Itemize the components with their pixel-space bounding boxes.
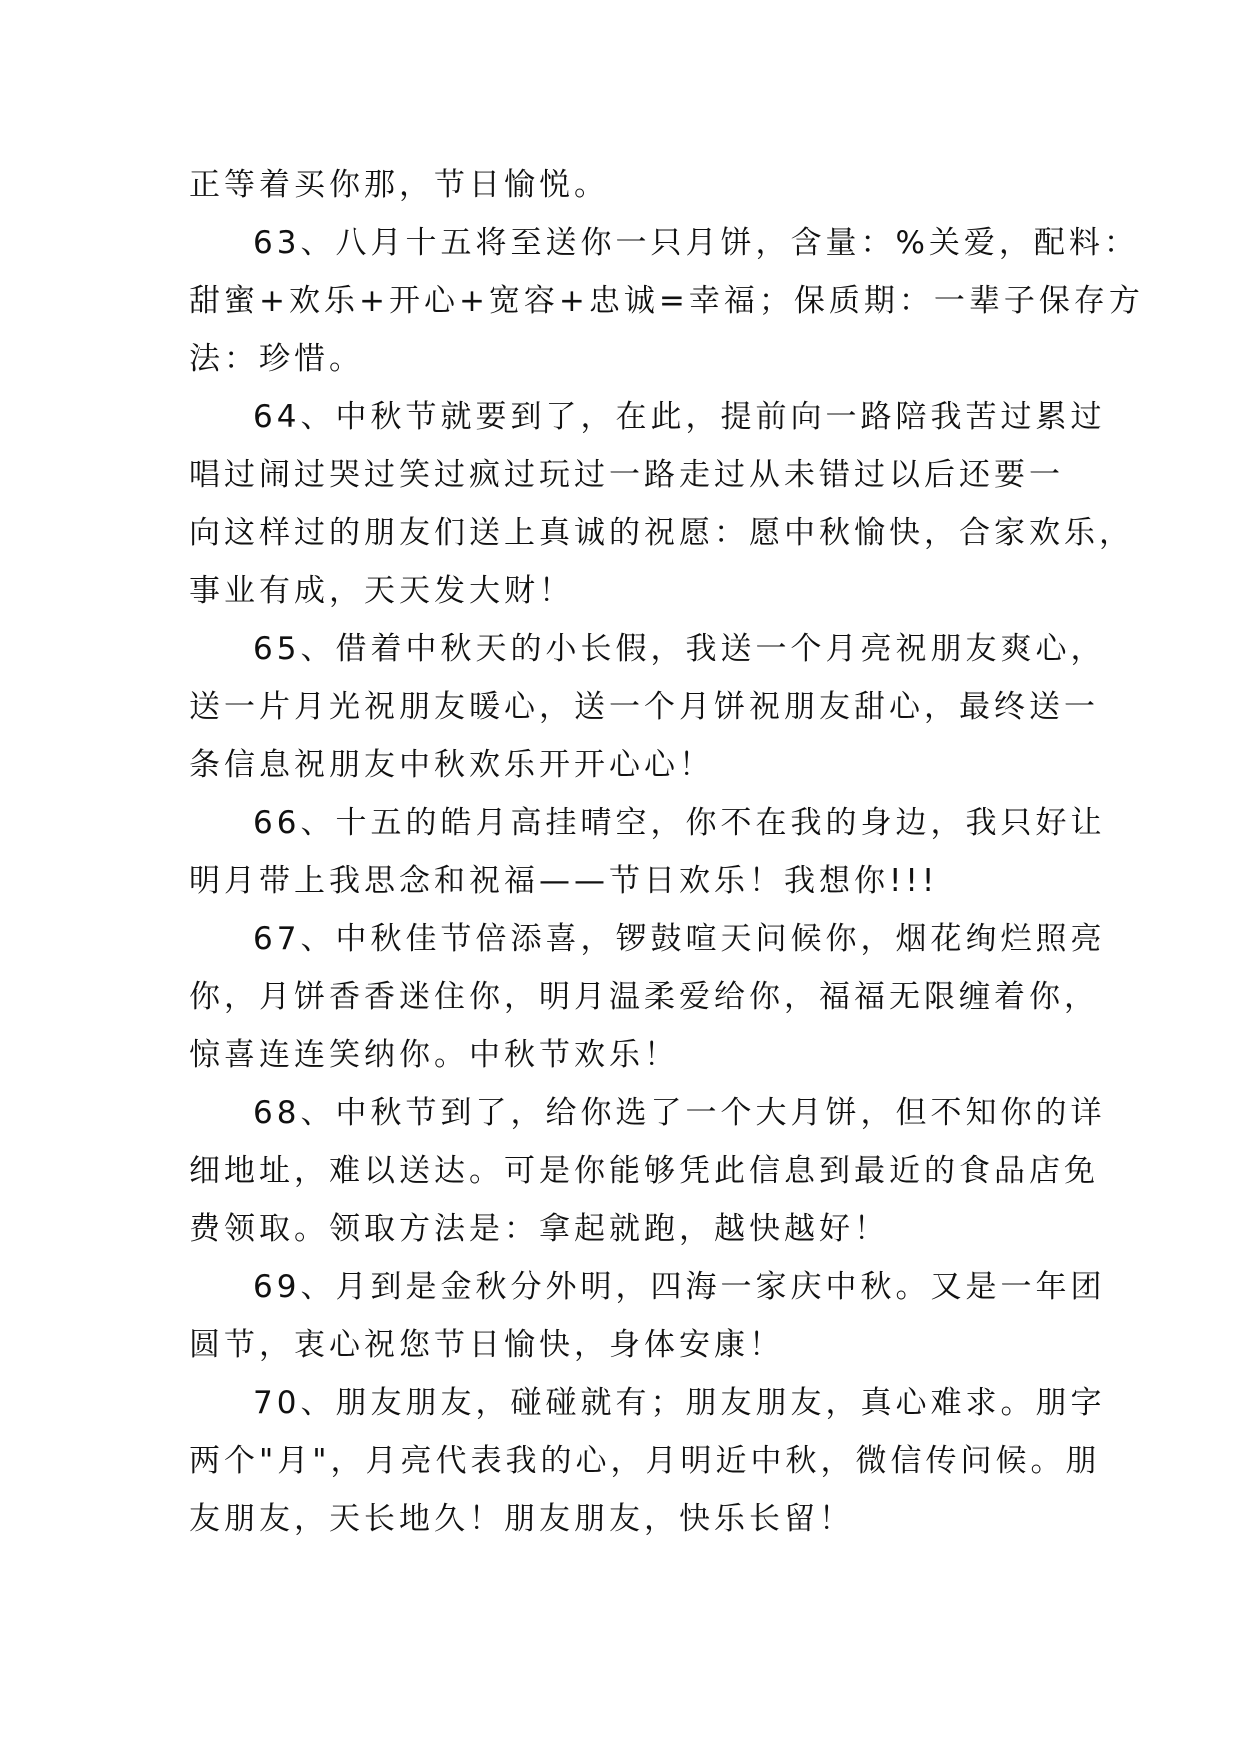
text-line: 细地址，难以送达。可是你能够凭此信息到最近的食品店免 — [189, 1153, 1099, 1189]
text-line: 两个"月"，月亮代表我的心，月明近中秋，微信传问候。朋 — [189, 1443, 1101, 1479]
text-line: 法：珍惜。 — [189, 341, 364, 377]
item-63-line: 63、八月十五将至送你一只月饼，含量：%关爱，配料： — [253, 225, 1139, 261]
item-68-line: 68、中秋节到了，给你选了一个大月饼，但不知你的详 — [253, 1095, 1106, 1131]
item-65-line: 65、借着中秋天的小长假，我送一个月亮祝朋友爽心， — [253, 631, 1106, 667]
text-line: 惊喜连连笑纳你。中秋节欢乐！ — [189, 1037, 679, 1073]
text-line: 友朋友，天长地久！朋友朋友，快乐长留！ — [189, 1501, 854, 1537]
document-body — [189, 156, 1144, 1548]
text-line: 你，月饼香香迷住你，明月温柔爱给你，福福无限缠着你， — [189, 979, 1099, 1015]
text-line: 向这样过的朋友们送上真诚的祝愿：愿中秋愉快，合家欢乐， — [189, 515, 1134, 551]
text-line: 费领取。领取方法是：拿起就跑，越快越好！ — [189, 1211, 889, 1247]
item-70-line: 70、朋友朋友，碰碰就有；朋友朋友，真心难求。朋字 — [253, 1385, 1106, 1421]
text-line: 条信息祝朋友中秋欢乐开开心心！ — [189, 747, 714, 783]
item-69-line: 69、月到是金秋分外明，四海一家庆中秋。又是一年团 — [253, 1269, 1106, 1305]
item-64-line: 64、中秋节就要到了，在此，提前向一路陪我苦过累过 — [253, 399, 1106, 435]
text-line: 事业有成，天天发大财！ — [189, 573, 574, 609]
text-line: 唱过闹过哭过笑过疯过玩过一路走过从未错过以后还要一 — [189, 457, 1064, 493]
text-line: 甜蜜+欢乐+开心+宽容+忠诚=幸福；保质期：一辈子保存方 — [189, 283, 1144, 319]
text-line: 明月带上我思念和祝福——节日欢乐！我想你!!! — [189, 863, 939, 899]
item-66-line: 66、十五的皓月高挂晴空，你不在我的身边，我只好让 — [253, 805, 1106, 841]
text-line: 正等着买你那，节日愉悦。 — [189, 167, 609, 203]
text-line: 送一片月光祝朋友暖心，送一个月饼祝朋友甜心，最终送一 — [189, 689, 1099, 725]
item-67-line: 67、中秋佳节倍添喜，锣鼓喧天问候你，烟花绚烂照亮 — [253, 921, 1106, 957]
text-line: 圆节，衷心祝您节日愉快，身体安康！ — [189, 1327, 784, 1363]
